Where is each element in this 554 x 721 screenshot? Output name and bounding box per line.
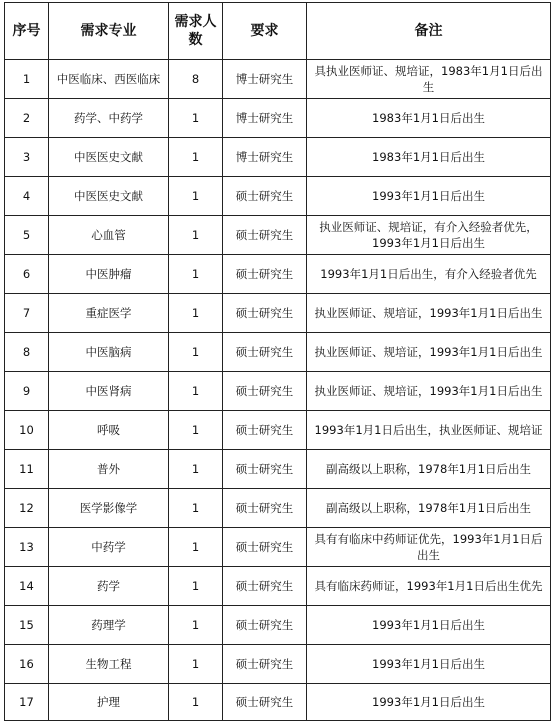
row-major: 中医肾病 (49, 372, 169, 411)
row-note: 具执业医师证、规培证，1983年1月1日后出生 (307, 60, 551, 99)
row-major: 心血管 (49, 216, 169, 255)
row-major: 中医肿瘤 (49, 255, 169, 294)
row-requirement: 硕士研究生 (223, 177, 307, 216)
row-note: 1983年1月1日后出生 (307, 138, 551, 177)
row-count: 1 (169, 255, 223, 294)
row-note: 1993年1月1日后出生，执业医师证、规培证 (307, 411, 551, 450)
header-row (5, 3, 551, 60)
recruitment-table (4, 2, 551, 721)
row-number: 7 (5, 294, 49, 333)
row-count: 1 (169, 567, 223, 606)
row-number: 9 (5, 372, 49, 411)
row-requirement: 硕士研究生 (223, 255, 307, 294)
row-count: 1 (169, 606, 223, 645)
header-note: 备注 (307, 3, 551, 60)
row-requirement: 硕士研究生 (223, 216, 307, 255)
table-body (5, 60, 551, 721)
table-row (5, 411, 551, 450)
row-major: 医学影像学 (49, 489, 169, 528)
row-number: 4 (5, 177, 49, 216)
row-count: 1 (169, 177, 223, 216)
table-row (5, 60, 551, 99)
row-count: 1 (169, 294, 223, 333)
row-number: 12 (5, 489, 49, 528)
row-requirement: 硕士研究生 (223, 450, 307, 489)
row-note: 执业医师证、规培证，有介入经验者优先，1993年1月1日后出生 (307, 216, 551, 255)
row-requirement: 博士研究生 (223, 138, 307, 177)
row-number: 6 (5, 255, 49, 294)
row-number: 14 (5, 567, 49, 606)
row-note: 1993年1月1日后出生，有介入经验者优先 (307, 255, 551, 294)
row-major: 中医临床、西医临床 (49, 60, 169, 99)
row-note: 具有有临床中药师证优先，1993年1月1日后出生 (307, 528, 551, 567)
row-note: 执业医师证、规培证，1993年1月1日后出生 (307, 294, 551, 333)
table-row (5, 489, 551, 528)
row-requirement: 博士研究生 (223, 99, 307, 138)
table-row (5, 138, 551, 177)
row-major: 呼吸 (49, 411, 169, 450)
row-note: 执业医师证、规培证，1993年1月1日后出生 (307, 333, 551, 372)
row-number: 11 (5, 450, 49, 489)
table-row (5, 450, 551, 489)
row-major: 中医医史文献 (49, 177, 169, 216)
header-requirement: 要求 (223, 3, 307, 60)
header-major: 需求专业 (49, 3, 169, 60)
table-row (5, 684, 551, 721)
row-major: 中医脑病 (49, 333, 169, 372)
table-row (5, 528, 551, 567)
row-count: 1 (169, 99, 223, 138)
row-requirement: 硕士研究生 (223, 294, 307, 333)
row-major: 护理 (49, 684, 169, 721)
table-row (5, 294, 551, 333)
row-count: 1 (169, 450, 223, 489)
row-count: 1 (169, 684, 223, 721)
row-number: 10 (5, 411, 49, 450)
header-no: 序号 (5, 3, 49, 60)
row-major: 中药学 (49, 528, 169, 567)
row-count: 1 (169, 333, 223, 372)
row-number: 15 (5, 606, 49, 645)
row-number: 8 (5, 333, 49, 372)
table-row (5, 606, 551, 645)
table-row (5, 216, 551, 255)
row-note: 1993年1月1日后出生 (307, 684, 551, 721)
row-number: 1 (5, 60, 49, 99)
row-major: 药学、中药学 (49, 99, 169, 138)
row-note: 1993年1月1日后出生 (307, 645, 551, 684)
row-number: 2 (5, 99, 49, 138)
row-requirement: 硕士研究生 (223, 645, 307, 684)
row-requirement: 博士研究生 (223, 60, 307, 99)
row-requirement: 硕士研究生 (223, 333, 307, 372)
row-major: 药理学 (49, 606, 169, 645)
row-count: 1 (169, 645, 223, 684)
row-note: 1993年1月1日后出生 (307, 177, 551, 216)
row-note: 具有临床药师证，1993年1月1日后出生优先 (307, 567, 551, 606)
row-requirement: 硕士研究生 (223, 606, 307, 645)
row-number: 13 (5, 528, 49, 567)
row-count: 1 (169, 528, 223, 567)
row-requirement: 硕士研究生 (223, 372, 307, 411)
row-count: 8 (169, 60, 223, 99)
row-requirement: 硕士研究生 (223, 567, 307, 606)
row-major: 药学 (49, 567, 169, 606)
row-note: 1983年1月1日后出生 (307, 99, 551, 138)
row-note: 1993年1月1日后出生 (307, 606, 551, 645)
header-count: 需求人数 (169, 3, 223, 60)
row-count: 1 (169, 216, 223, 255)
row-major: 普外 (49, 450, 169, 489)
row-major: 生物工程 (49, 645, 169, 684)
row-number: 5 (5, 216, 49, 255)
table-row (5, 645, 551, 684)
row-number: 16 (5, 645, 49, 684)
row-requirement: 硕士研究生 (223, 489, 307, 528)
row-requirement: 硕士研究生 (223, 684, 307, 721)
row-major: 重症医学 (49, 294, 169, 333)
row-note: 副高级以上职称，1978年1月1日后出生 (307, 489, 551, 528)
row-number: 17 (5, 684, 49, 721)
row-major: 中医医史文献 (49, 138, 169, 177)
table-row (5, 99, 551, 138)
table-row (5, 177, 551, 216)
row-note: 副高级以上职称，1978年1月1日后出生 (307, 450, 551, 489)
row-requirement: 硕士研究生 (223, 411, 307, 450)
table-row (5, 333, 551, 372)
row-requirement: 硕士研究生 (223, 528, 307, 567)
table-row (5, 567, 551, 606)
table-row (5, 255, 551, 294)
row-number: 3 (5, 138, 49, 177)
table-row (5, 372, 551, 411)
row-count: 1 (169, 138, 223, 177)
row-count: 1 (169, 372, 223, 411)
row-note: 执业医师证、规培证，1993年1月1日后出生 (307, 372, 551, 411)
row-count: 1 (169, 411, 223, 450)
row-count: 1 (169, 489, 223, 528)
